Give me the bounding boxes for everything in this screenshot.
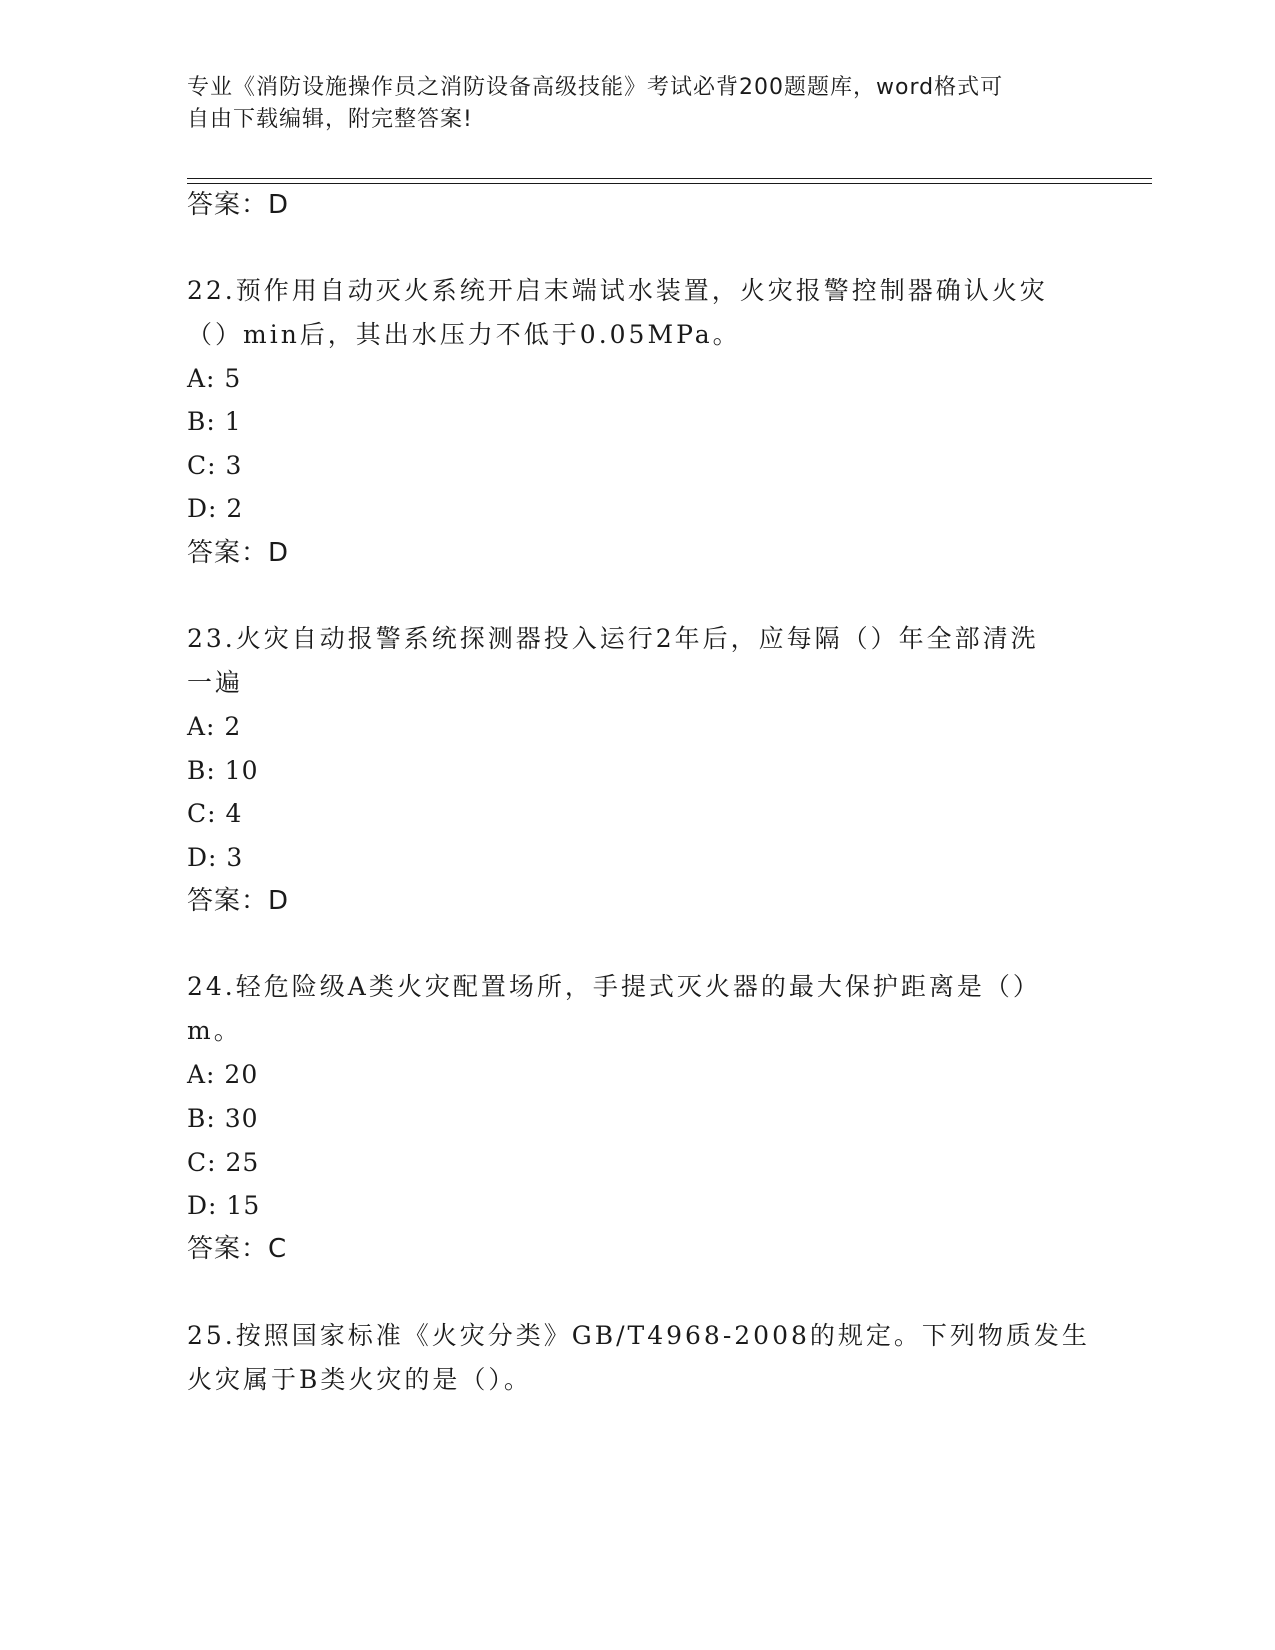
question-23-answer: 答案：D — [187, 886, 290, 916]
question-22-line-2: （）min后，其出水压力不低于0.05MPa。 — [187, 320, 741, 349]
question-23-option-a: A: 2 — [187, 712, 242, 741]
question-23-option-b: B: 10 — [187, 756, 259, 785]
question-24-line-1: 24.轻危险级A类火灾配置场所，手提式灭火器的最大保护距离是（） — [187, 972, 1041, 1001]
question-24-option-c: C: 25 — [187, 1148, 260, 1177]
question-22-answer: 答案：D — [187, 538, 290, 568]
header-divider-top — [187, 178, 1152, 179]
document-header — [187, 72, 1067, 136]
previous-answer: 答案：D — [187, 190, 290, 220]
question-25-line-1: 25.按照国家标准《火灾分类》GB/T4968-2008的规定。下列物质发生 — [187, 1321, 1090, 1350]
question-23-option-c: C: 4 — [187, 799, 243, 828]
question-22-option-b: B: 1 — [187, 407, 242, 436]
question-24-option-b: B: 30 — [187, 1104, 259, 1133]
question-24-line-2: m。 — [187, 1016, 242, 1045]
question-22-line-1: 22.预作用自动灭火系统开启末端试水装置，火灾报警控制器确认火灾 — [187, 276, 1048, 305]
header-line-2: 自由下载编辑，附完整答案! — [187, 107, 473, 132]
question-24-answer: 答案：C — [187, 1234, 288, 1264]
question-22-option-a: A: 5 — [187, 364, 242, 393]
header-divider-bottom — [187, 183, 1152, 184]
question-23-line-1: 23.火灾自动报警系统探测器投入运行2年后，应每隔（）年全部清洗 — [187, 624, 1039, 653]
question-22-option-d: D: 2 — [187, 494, 244, 523]
question-23-line-2: 一遍 — [187, 668, 244, 697]
question-25-line-2: 火灾属于B类火灾的是（）。 — [187, 1365, 532, 1394]
question-23-option-d: D: 3 — [187, 843, 244, 872]
question-22-option-c: C: 3 — [187, 451, 243, 480]
question-24-option-d: D: 15 — [187, 1191, 261, 1220]
question-24-option-a: A: 20 — [187, 1060, 259, 1089]
header-line-1: 专业《消防设施操作员之消防设备高级技能》考试必背200题题库，word格式可 — [187, 75, 1004, 100]
